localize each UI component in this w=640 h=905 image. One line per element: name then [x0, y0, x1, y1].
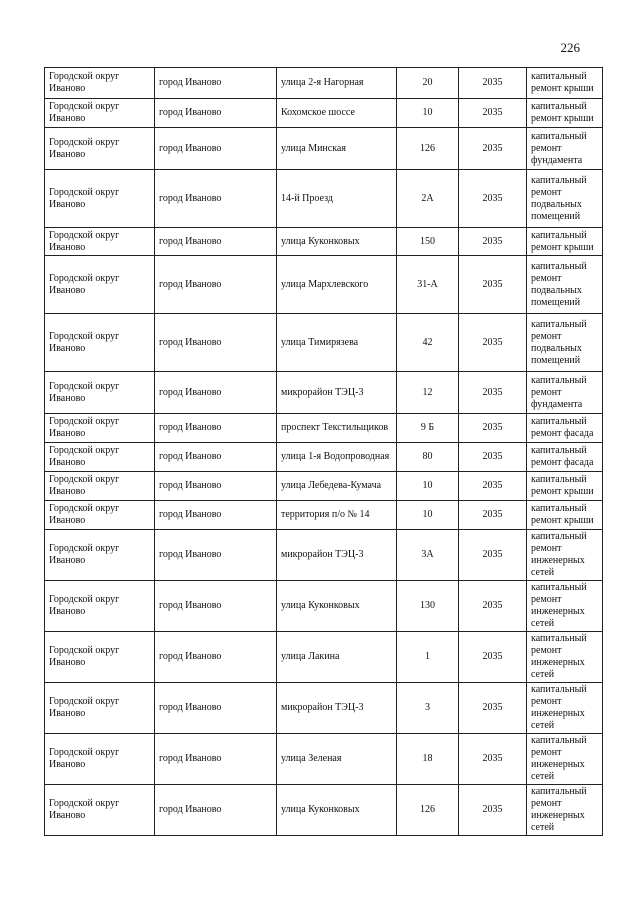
street-cell: улица 1-я Водопроводная	[277, 443, 397, 472]
street-cell: Кохомское шоссе	[277, 99, 397, 128]
city-cell: город Иваново	[155, 501, 277, 530]
city-cell: город Иваново	[155, 68, 277, 99]
year-cell: 2035	[459, 128, 527, 170]
district-cell: Городской округ Иваново	[45, 443, 155, 472]
city-cell: город Иваново	[155, 256, 277, 314]
table-row	[45, 68, 603, 99]
district-cell: Городской округ Иваново	[45, 501, 155, 530]
year-cell: 2035	[459, 785, 527, 836]
street-cell: улица 2-я Нагорная	[277, 68, 397, 99]
street-cell: проспект Текстильщиков	[277, 414, 397, 443]
district-cell: Городской округ Иваново	[45, 128, 155, 170]
table-row	[45, 683, 603, 734]
year-cell: 2035	[459, 228, 527, 256]
district-cell: Городской округ Иваново	[45, 683, 155, 734]
work-type-cell: капитальный ремонт инженерных сетей	[527, 530, 603, 581]
work-type-cell: капитальный ремонт инженерных сетей	[527, 632, 603, 683]
house-number-cell: 10	[397, 99, 459, 128]
work-type-cell: капитальный ремонт подвальных помещений	[527, 314, 603, 372]
table-row	[45, 443, 603, 472]
year-cell: 2035	[459, 314, 527, 372]
city-cell: город Иваново	[155, 128, 277, 170]
street-cell: микрорайон ТЭЦ-3	[277, 683, 397, 734]
table-row	[45, 581, 603, 632]
house-number-cell: 10	[397, 501, 459, 530]
street-cell: микрорайон ТЭЦ-3	[277, 372, 397, 414]
city-cell: город Иваново	[155, 170, 277, 228]
city-cell: город Иваново	[155, 785, 277, 836]
house-number-cell: 3	[397, 683, 459, 734]
district-cell: Городской округ Иваново	[45, 256, 155, 314]
city-cell: город Иваново	[155, 734, 277, 785]
city-cell: город Иваново	[155, 632, 277, 683]
house-number-cell: 10	[397, 472, 459, 501]
work-type-cell: капитальный ремонт фасада	[527, 443, 603, 472]
house-number-cell: 3А	[397, 530, 459, 581]
table-row	[45, 530, 603, 581]
work-type-cell: капитальный ремонт инженерных сетей	[527, 734, 603, 785]
year-cell: 2035	[459, 581, 527, 632]
house-number-cell: 130	[397, 581, 459, 632]
work-type-cell: капитальный ремонт подвальных помещений	[527, 256, 603, 314]
street-cell: улица Куконковых	[277, 581, 397, 632]
district-cell: Городской округ Иваново	[45, 414, 155, 443]
work-type-cell: капитальный ремонт инженерных сетей	[527, 683, 603, 734]
work-type-cell: капитальный ремонт подвальных помещений	[527, 170, 603, 228]
year-cell: 2035	[459, 170, 527, 228]
city-cell: город Иваново	[155, 581, 277, 632]
table-row	[45, 785, 603, 836]
district-cell: Городской округ Иваново	[45, 785, 155, 836]
year-cell: 2035	[459, 99, 527, 128]
work-type-cell: капитальный ремонт крыши	[527, 501, 603, 530]
district-cell: Городской округ Иваново	[45, 170, 155, 228]
house-number-cell: 18	[397, 734, 459, 785]
house-number-cell: 42	[397, 314, 459, 372]
city-cell: город Иваново	[155, 99, 277, 128]
table-row	[45, 314, 603, 372]
district-cell: Городской округ Иваново	[45, 228, 155, 256]
district-cell: Городской округ Иваново	[45, 632, 155, 683]
house-number-cell: 31-А	[397, 256, 459, 314]
work-type-cell: капитальный ремонт фундамента	[527, 372, 603, 414]
work-type-cell: капитальный ремонт крыши	[527, 99, 603, 128]
house-number-cell: 126	[397, 785, 459, 836]
city-cell: город Иваново	[155, 228, 277, 256]
city-cell: город Иваново	[155, 414, 277, 443]
work-type-cell: капитальный ремонт фундамента	[527, 128, 603, 170]
work-type-cell: капитальный ремонт крыши	[527, 472, 603, 501]
city-cell: город Иваново	[155, 530, 277, 581]
city-cell: город Иваново	[155, 372, 277, 414]
district-cell: Городской округ Иваново	[45, 530, 155, 581]
street-cell: улица Минская	[277, 128, 397, 170]
year-cell: 2035	[459, 372, 527, 414]
district-cell: Городской округ Иваново	[45, 314, 155, 372]
table-row	[45, 501, 603, 530]
city-cell: город Иваново	[155, 683, 277, 734]
house-number-cell: 9 Б	[397, 414, 459, 443]
street-cell: территория п/о № 14	[277, 501, 397, 530]
house-number-cell: 150	[397, 228, 459, 256]
year-cell: 2035	[459, 443, 527, 472]
table-row	[45, 414, 603, 443]
house-number-cell: 126	[397, 128, 459, 170]
district-cell: Городской округ Иваново	[45, 581, 155, 632]
table-row	[45, 128, 603, 170]
district-cell: Городской округ Иваново	[45, 99, 155, 128]
street-cell: улица Куконковых	[277, 785, 397, 836]
year-cell: 2035	[459, 472, 527, 501]
table-row	[45, 472, 603, 501]
street-cell: 14-й Проезд	[277, 170, 397, 228]
year-cell: 2035	[459, 683, 527, 734]
house-number-cell: 1	[397, 632, 459, 683]
page-number: 226	[560, 40, 580, 55]
work-type-cell: капитальный ремонт инженерных сетей	[527, 785, 603, 836]
street-cell: улица Лебедева-Кумача	[277, 472, 397, 501]
district-cell: Городской округ Иваново	[45, 372, 155, 414]
table-row	[45, 228, 603, 256]
street-cell: улица Зеленая	[277, 734, 397, 785]
table-row	[45, 372, 603, 414]
district-cell: Городской округ Иваново	[45, 68, 155, 99]
table-row	[45, 99, 603, 128]
table-row	[45, 170, 603, 228]
repair-schedule-table	[44, 67, 603, 836]
city-cell: город Иваново	[155, 314, 277, 372]
year-cell: 2035	[459, 256, 527, 314]
house-number-cell: 80	[397, 443, 459, 472]
work-type-cell: капитальный ремонт крыши	[527, 228, 603, 256]
work-type-cell: капитальный ремонт инженерных сетей	[527, 581, 603, 632]
house-number-cell: 20	[397, 68, 459, 99]
year-cell: 2035	[459, 734, 527, 785]
year-cell: 2035	[459, 530, 527, 581]
year-cell: 2035	[459, 414, 527, 443]
street-cell: микрорайон ТЭЦ-3	[277, 530, 397, 581]
street-cell: улица Лакина	[277, 632, 397, 683]
table-row	[45, 256, 603, 314]
year-cell: 2035	[459, 501, 527, 530]
work-type-cell: капитальный ремонт фасада	[527, 414, 603, 443]
house-number-cell: 12	[397, 372, 459, 414]
street-cell: улица Мархлевского	[277, 256, 397, 314]
table-row	[45, 734, 603, 785]
year-cell: 2035	[459, 632, 527, 683]
work-type-cell: капитальный ремонт крыши	[527, 68, 603, 99]
city-cell: город Иваново	[155, 472, 277, 501]
street-cell: улица Тимирязева	[277, 314, 397, 372]
district-cell: Городской округ Иваново	[45, 734, 155, 785]
street-cell: улица Куконковых	[277, 228, 397, 256]
house-number-cell: 2А	[397, 170, 459, 228]
district-cell: Городской округ Иваново	[45, 472, 155, 501]
city-cell: город Иваново	[155, 443, 277, 472]
year-cell: 2035	[459, 68, 527, 99]
table-row	[45, 632, 603, 683]
